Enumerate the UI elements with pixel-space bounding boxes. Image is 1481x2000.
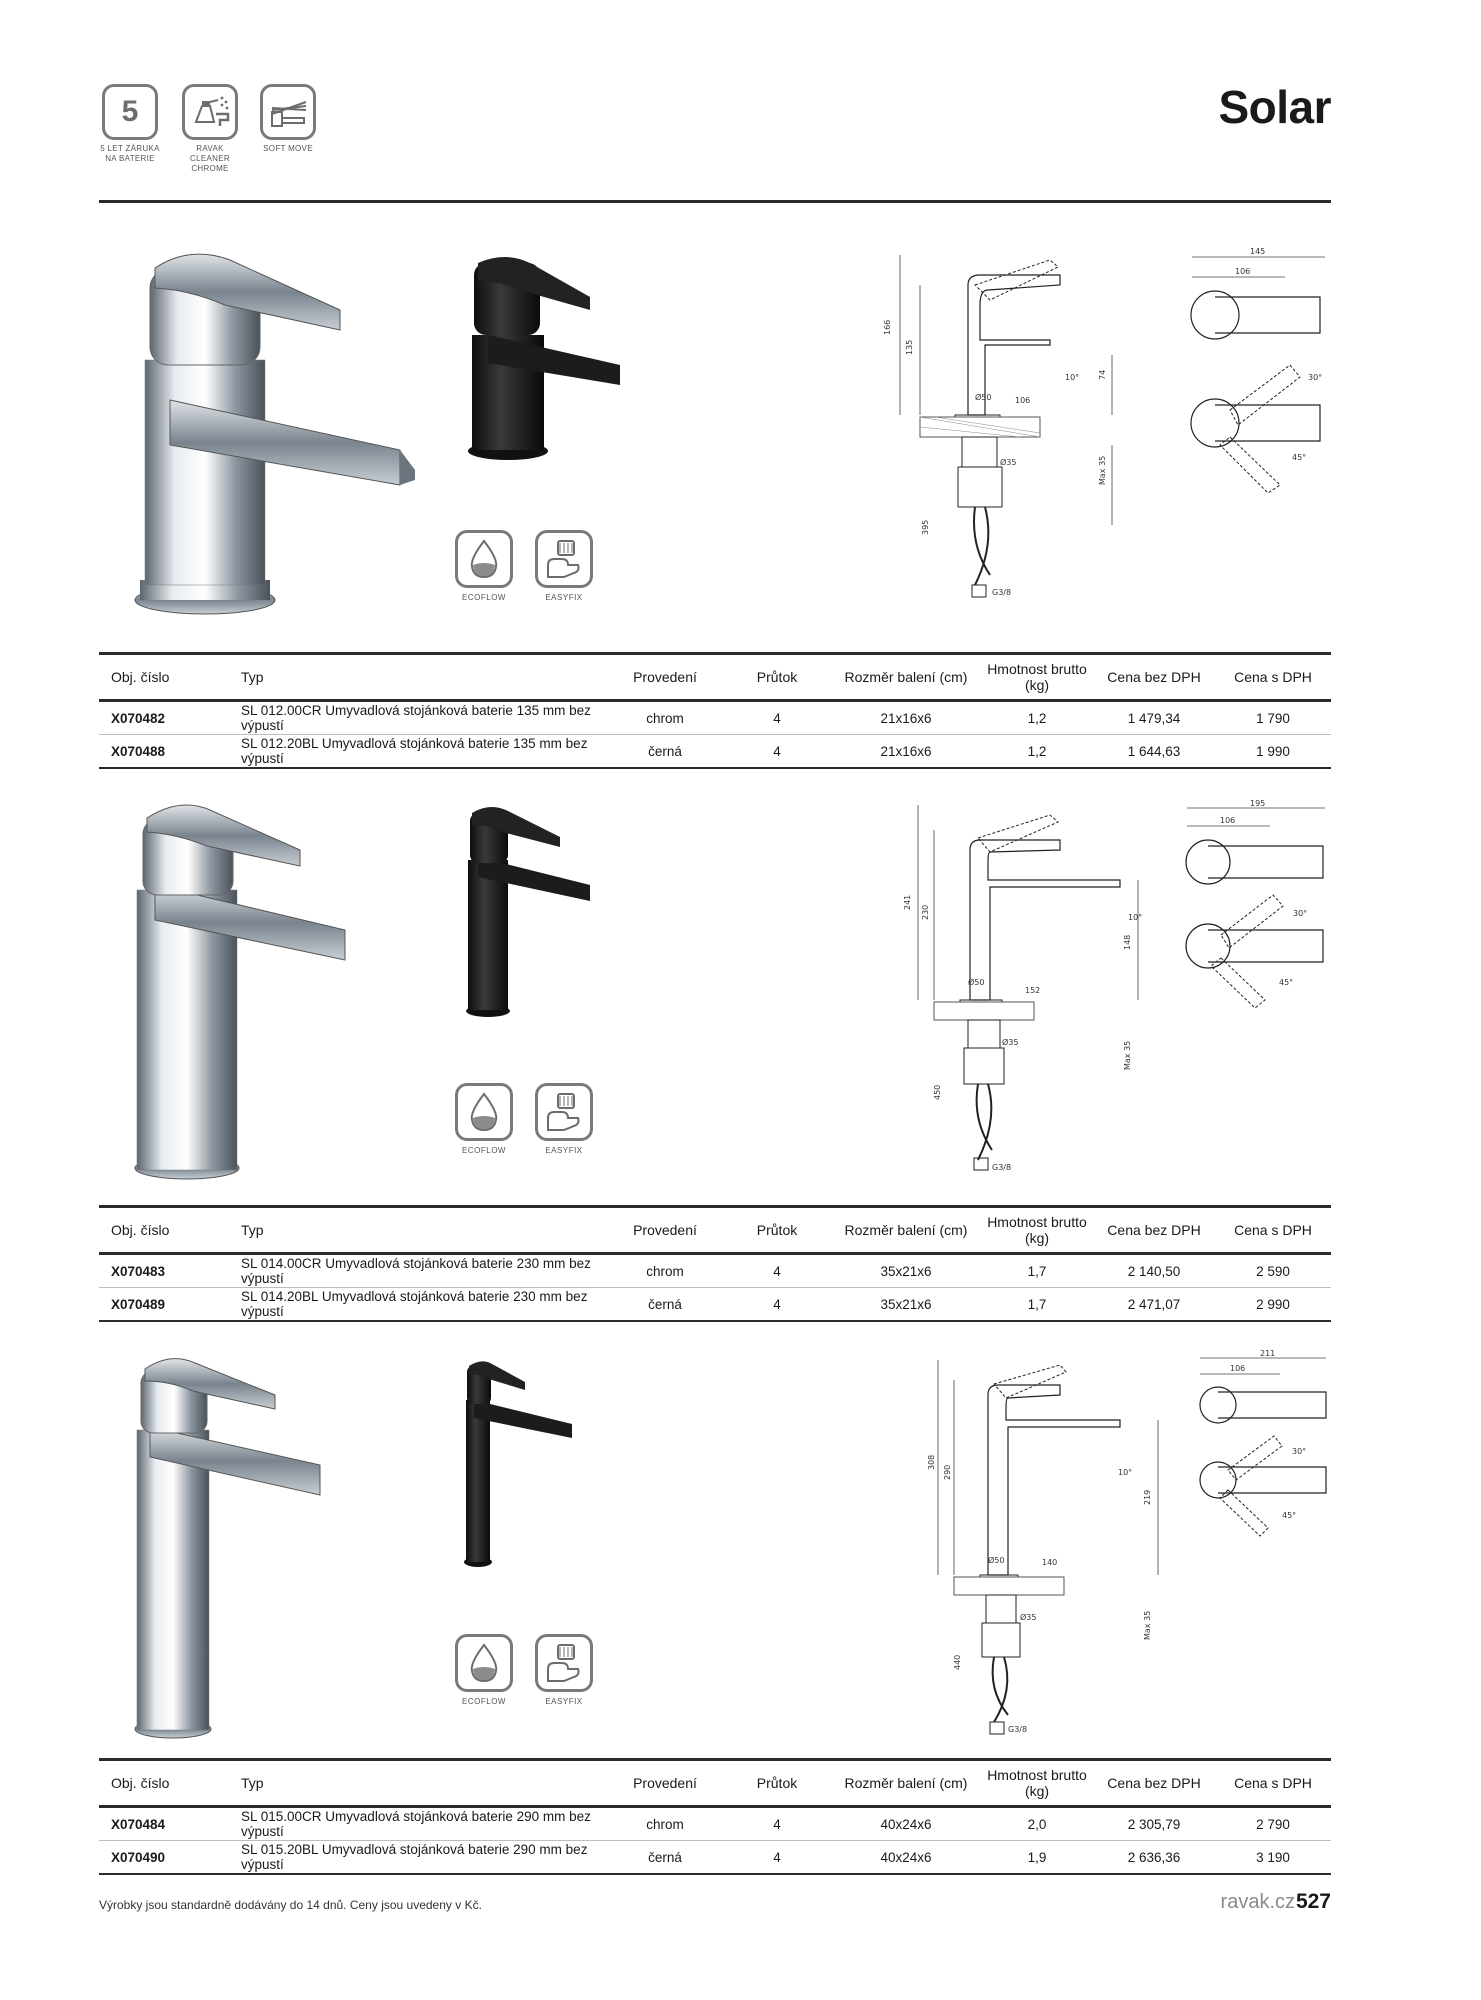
cell-price-gross: 2 990	[1215, 1288, 1331, 1322]
easyfix-feature	[533, 1083, 595, 1155]
dim-angle-spout: 10°	[1065, 373, 1080, 382]
dim-max-thickness: Max 35	[1143, 1610, 1152, 1640]
product-table	[99, 652, 1331, 769]
cell-finish: chrom	[607, 701, 723, 735]
product-table	[99, 1758, 1331, 1875]
cell-price-net: 1 644,63	[1093, 735, 1215, 769]
col-type: Typ	[235, 1207, 607, 1254]
col-price-gross: Cena s DPH	[1215, 654, 1331, 701]
table-row	[99, 701, 1331, 735]
page-title: Solar	[1218, 81, 1331, 133]
cell-package: 40x24x6	[831, 1841, 981, 1875]
table-row	[99, 1288, 1331, 1322]
col-finish: Provedení	[607, 1207, 723, 1254]
dim-angle-open: 30°	[1292, 1447, 1307, 1456]
ecoflow-icon	[455, 1083, 513, 1141]
col-package: Rozměr balení (cm)	[831, 1207, 981, 1254]
cell-flow: 4	[723, 1288, 831, 1322]
faucet-chrome-image	[125, 800, 355, 1185]
cell-weight: 1,9	[981, 1841, 1093, 1875]
easyfix-label: EASYFIX	[545, 1697, 583, 1706]
dim-thread: G3/8	[992, 588, 1012, 597]
dim-thread: G3/8	[1008, 1725, 1028, 1734]
faucet-black-image	[460, 805, 600, 1025]
badge-ravak-cleaner	[180, 84, 240, 174]
cell-weight: 1,7	[981, 1288, 1093, 1322]
dim-top-handle: 106	[1230, 1364, 1246, 1373]
badge-warranty-label: 5 LET ZÁRUKA NA BATERIE	[100, 144, 160, 163]
technical-drawing-top	[1180, 245, 1330, 495]
easyfix-feature	[533, 1634, 595, 1706]
cell-price-net: 2 636,36	[1093, 1841, 1215, 1875]
cell-code: X070484	[99, 1807, 235, 1841]
cell-weight: 1,2	[981, 701, 1093, 735]
col-price-gross: Cena s DPH	[1215, 1760, 1331, 1807]
dim-spout: 152	[1025, 986, 1041, 995]
badge-warranty	[100, 84, 160, 164]
dim-height-body: 230	[921, 904, 930, 920]
dim-spout: 140	[1042, 1558, 1058, 1567]
dim-max-thickness: Max 35	[1123, 1040, 1132, 1070]
dim-diameter-hose: Ø35	[1000, 458, 1017, 467]
cell-weight: 1,2	[981, 735, 1093, 769]
cell-code: X070483	[99, 1254, 235, 1288]
cell-flow: 4	[723, 735, 831, 769]
cell-flow: 4	[723, 701, 831, 735]
col-code: Obj. číslo	[99, 654, 235, 701]
table-header-row	[99, 1760, 1331, 1807]
dim-diameter-hose: Ø35	[1020, 1613, 1037, 1622]
technical-drawing-top	[1175, 800, 1330, 1040]
dim-height-body: 290	[943, 1464, 952, 1480]
col-flow: Průtok	[723, 1760, 831, 1807]
technical-drawing-top	[1190, 1350, 1330, 1590]
ravak-cleaner-icon	[182, 84, 238, 140]
easyfix-icon	[535, 1083, 593, 1141]
faucet-chrome-image	[125, 1355, 335, 1745]
technical-drawing-side	[927, 1350, 1190, 1740]
dim-diameter-body: Ø50	[975, 393, 992, 402]
table-row	[99, 735, 1331, 769]
cell-price-gross: 3 190	[1215, 1841, 1331, 1875]
cell-price-net: 1 479,34	[1093, 701, 1215, 735]
col-finish: Provedení	[607, 1760, 723, 1807]
faucet-black-image	[460, 255, 630, 465]
page-number: 527	[1295, 1890, 1331, 1913]
ecoflow-label: ECOFLOW	[462, 1146, 506, 1155]
col-code: Obj. číslo	[99, 1760, 235, 1807]
table-header-row	[99, 1207, 1331, 1254]
cell-type: SL 014.20BL Umyvadlová stojánková baterie 230 mm bez výpustí	[235, 1288, 607, 1322]
soft-move-icon	[260, 84, 316, 140]
cell-finish: chrom	[607, 1254, 723, 1288]
col-price-net: Cena bez DPH	[1093, 654, 1215, 701]
footer-website-link[interactable]: ravak.cz	[1220, 1891, 1295, 1913]
cell-package: 35x21x6	[831, 1254, 981, 1288]
dim-angle-turn: 45°	[1282, 1511, 1297, 1520]
col-price-gross: Cena s DPH	[1215, 1207, 1331, 1254]
delivery-note: Výrobky jsou standardně dodávány do 14 dnů. Ceny jsou uvedeny v Kč.	[99, 1898, 482, 1912]
cell-price-gross: 2 790	[1215, 1807, 1331, 1841]
dim-height-body: 135	[905, 339, 914, 355]
col-flow: Průtok	[723, 1207, 831, 1254]
ecoflow-icon	[455, 1634, 513, 1692]
easyfix-icon	[535, 1634, 593, 1692]
ecoflow-feature	[453, 1634, 515, 1706]
dim-diameter-body: Ø50	[968, 978, 985, 987]
cell-price-gross: 2 590	[1215, 1254, 1331, 1288]
col-flow: Průtok	[723, 654, 831, 701]
easyfix-label: EASYFIX	[545, 1146, 583, 1155]
table-header-row	[99, 654, 1331, 701]
dim-top-width: 211	[1260, 1349, 1276, 1358]
warranty-5-years-icon: 5	[102, 84, 158, 140]
table-row	[99, 1841, 1331, 1875]
badge-soft-move	[258, 84, 318, 154]
badge-ravak-cleaner-label: RAVAK CLEANER CHROME	[190, 144, 230, 173]
dim-hose-length: 450	[933, 1084, 942, 1100]
ecoflow-label: ECOFLOW	[462, 1697, 506, 1706]
faucet-black-image	[460, 1360, 580, 1575]
col-finish: Provedení	[607, 654, 723, 701]
dim-angle-turn: 45°	[1279, 978, 1294, 987]
dim-height-total: 241	[903, 894, 912, 910]
dim-spout-height: 148	[1123, 934, 1132, 950]
dim-angle-open: 30°	[1308, 373, 1323, 382]
col-price-net: Cena bez DPH	[1093, 1207, 1215, 1254]
dim-diameter-hose: Ø35	[1002, 1038, 1019, 1047]
cell-package: 21x16x6	[831, 701, 981, 735]
cell-finish: černá	[607, 735, 723, 769]
cell-package: 40x24x6	[831, 1807, 981, 1841]
col-type: Typ	[235, 654, 607, 701]
dim-spout-height: 74	[1098, 369, 1107, 380]
cell-code: X070489	[99, 1288, 235, 1322]
badge-soft-move-label: SOFT MOVE	[263, 144, 313, 153]
cell-price-net: 2 471,07	[1093, 1288, 1215, 1322]
cell-finish: černá	[607, 1288, 723, 1322]
header-divider	[99, 200, 1331, 203]
ecoflow-label: ECOFLOW	[462, 593, 506, 602]
cell-type: SL 014.00CR Umyvadlová stojánková baterie 230 mm bez výpustí	[235, 1254, 607, 1288]
cell-code: X070490	[99, 1841, 235, 1875]
technical-drawing-side	[900, 800, 1170, 1185]
dim-top-handle: 106	[1235, 267, 1251, 276]
cell-flow: 4	[723, 1841, 831, 1875]
dim-max-thickness: Max 35	[1098, 455, 1107, 485]
easyfix-icon	[535, 530, 593, 588]
technical-drawing-side	[880, 245, 1170, 635]
dim-hose-length: 395	[921, 519, 930, 535]
cell-code: X070482	[99, 701, 235, 735]
product-table	[99, 1205, 1331, 1322]
easyfix-label: EASYFIX	[545, 593, 583, 602]
cell-flow: 4	[723, 1254, 831, 1288]
dim-height-total: 166	[883, 319, 892, 335]
cell-package: 21x16x6	[831, 735, 981, 769]
cell-type: SL 012.00CR Umyvadlová stojánková baterie 135 mm bez výpustí	[235, 701, 607, 735]
faucet-chrome-image	[130, 250, 420, 620]
dim-diameter-body: Ø50	[988, 1556, 1005, 1565]
dim-top-handle: 106	[1220, 816, 1236, 825]
dim-angle-open: 30°	[1293, 909, 1308, 918]
dim-hose-length: 440	[953, 1654, 962, 1670]
dim-top-width: 145	[1250, 247, 1266, 256]
cell-finish: černá	[607, 1841, 723, 1875]
cell-type: SL 015.20BL Umyvadlová stojánková baterie 290 mm bez výpustí	[235, 1841, 607, 1875]
cell-weight: 1,7	[981, 1254, 1093, 1288]
cell-price-gross: 1 990	[1215, 735, 1331, 769]
dim-height-total: 308	[927, 1454, 936, 1470]
table-row	[99, 1807, 1331, 1841]
col-package: Rozměr balení (cm)	[831, 654, 981, 701]
dim-angle-spout: 10°	[1118, 1468, 1133, 1477]
cell-code: X070488	[99, 735, 235, 769]
col-package: Rozměr balení (cm)	[831, 1760, 981, 1807]
ecoflow-feature	[453, 1083, 515, 1155]
cell-type: SL 015.00CR Umyvadlová stojánková baterie 290 mm bez výpustí	[235, 1807, 607, 1841]
col-price-net: Cena bez DPH	[1093, 1760, 1215, 1807]
table-row	[99, 1254, 1331, 1288]
cell-finish: chrom	[607, 1807, 723, 1841]
dim-angle-spout: 10°	[1128, 913, 1143, 922]
cell-package: 35x21x6	[831, 1288, 981, 1322]
cell-price-net: 2 305,79	[1093, 1807, 1215, 1841]
dim-top-width: 195	[1250, 799, 1266, 808]
col-weight: Hmotnost brutto (kg)	[981, 1760, 1093, 1807]
col-weight: Hmotnost brutto (kg)	[981, 1207, 1093, 1254]
col-code: Obj. číslo	[99, 1207, 235, 1254]
cell-price-net: 2 140,50	[1093, 1254, 1215, 1288]
easyfix-feature	[533, 530, 595, 602]
ecoflow-feature	[453, 530, 515, 602]
dim-spout-height: 219	[1143, 1489, 1152, 1505]
cell-flow: 4	[723, 1807, 831, 1841]
col-type: Typ	[235, 1760, 607, 1807]
col-weight: Hmotnost brutto (kg)	[981, 654, 1093, 701]
cell-weight: 2,0	[981, 1807, 1093, 1841]
cell-price-gross: 1 790	[1215, 701, 1331, 735]
dim-thread: G3/8	[992, 1163, 1012, 1172]
dim-spout: 106	[1015, 396, 1031, 405]
cell-type: SL 012.20BL Umyvadlová stojánková baterie 135 mm bez výpustí	[235, 735, 607, 769]
dim-angle-turn: 45°	[1292, 453, 1307, 462]
ecoflow-icon	[455, 530, 513, 588]
